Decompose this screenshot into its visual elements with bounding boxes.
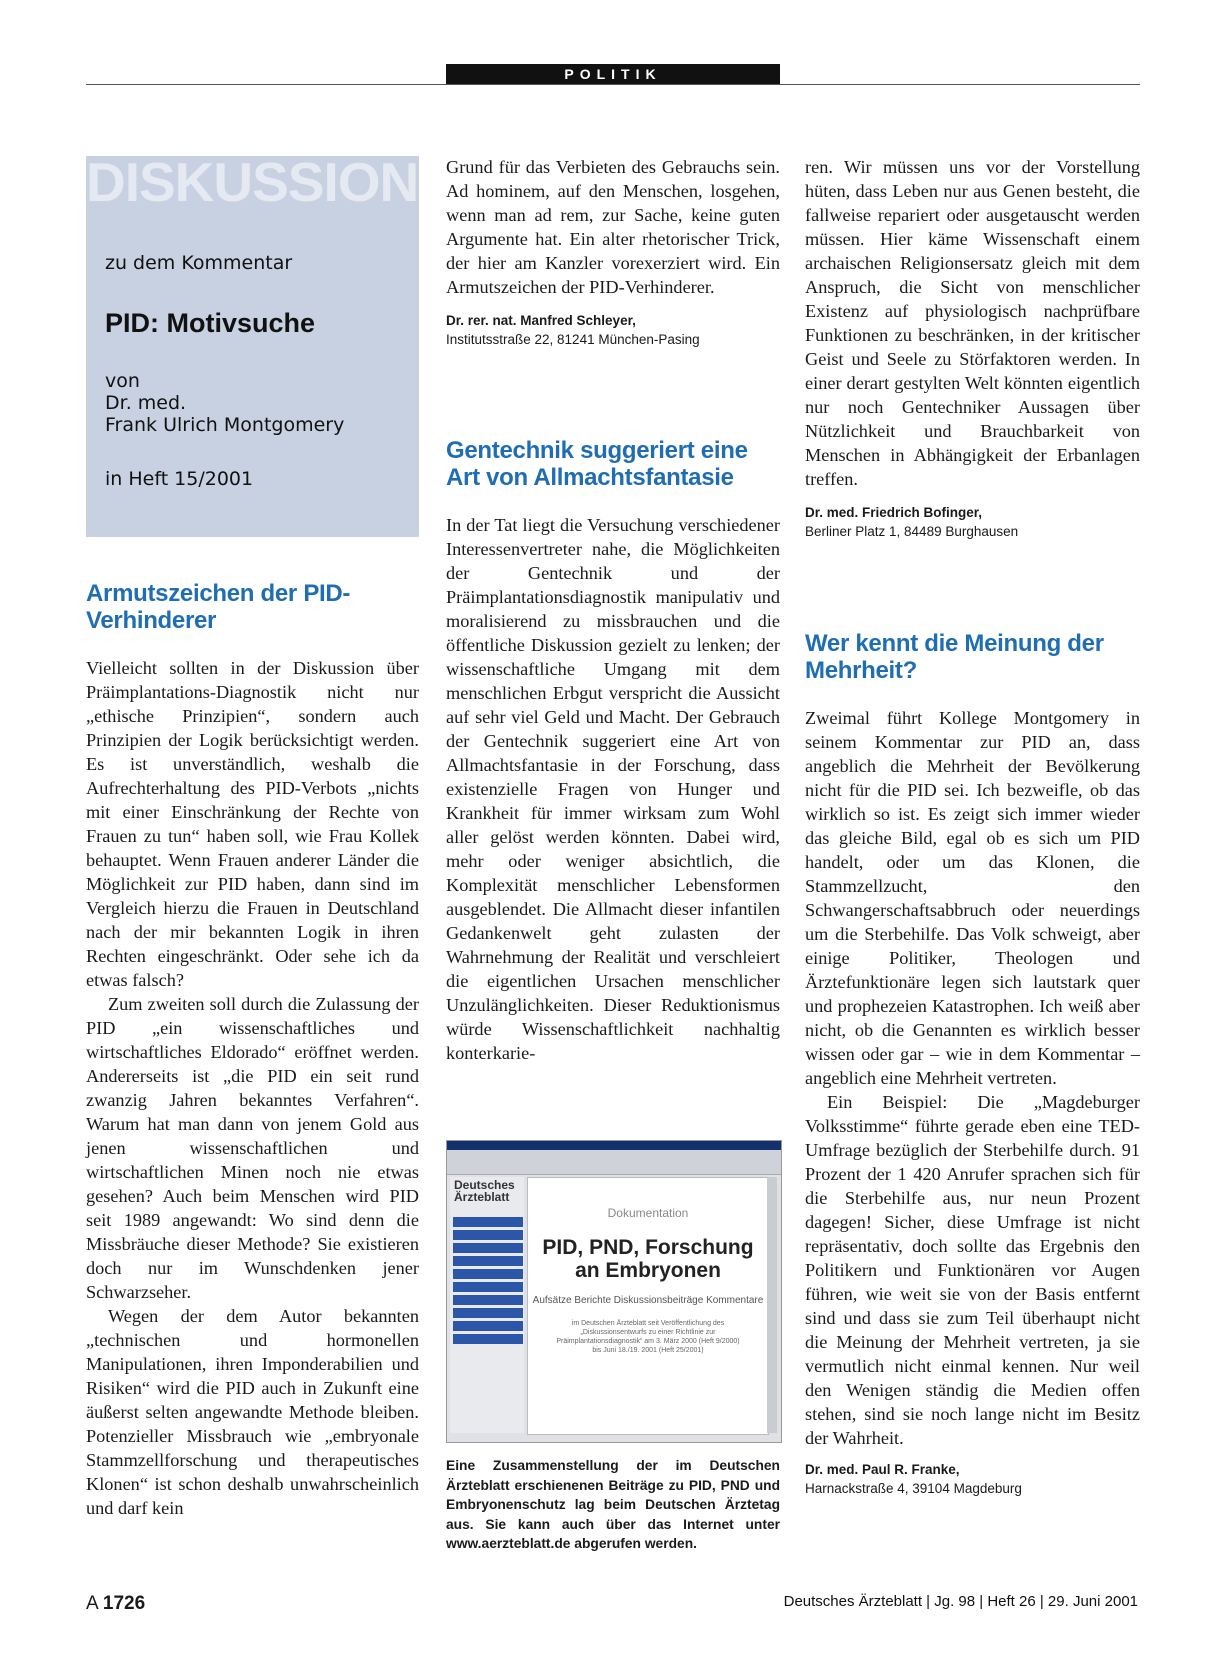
byline-title: Dr. med.: [105, 392, 187, 414]
column-2b: [446, 437, 780, 1065]
top-rule: [86, 84, 1140, 85]
article2-para2: ren. Wir müssen uns vor der Vorstellung hüten, dass Leben nur aus Genen besteht, die fallweise repariert oder ausgetauscht werden müssen. Hier käme Wissenschaft einem archaischen Religionsersatz gleich mit dem Anspruch, die Sicht von menschlicher Existenz auf physiologisch nachprüfbare Funktionen zu beschränken, in der kritischer Geist und Seele zu Störfaktoren werden. In einer derart gestylten Welt könnten eigentlich nur noch Gentechniker Aussagen über Nützlichkeit und Brauchbarkeit von Menschen in Abhängigkeit der Erbanlagen treffen.: [805, 157, 1140, 489]
article2-author: Dr. med. Friedrich Bofinger,: [805, 505, 983, 520]
article2-heading: Gentechnik suggeriert eine Art von Allmachtsfantasie: [446, 437, 748, 491]
article1-address: Institutsstraße 22, 81241 München-Pasing: [446, 332, 700, 347]
discussion-issue: in Heft 15/2001: [105, 468, 254, 490]
article3-para2: Ein Beispiel: Die „Magdeburger Volksstimme“ führte gerade eben eine TED-Umfrage bezüglich der Sterbehilfe durch. 91 Prozent der 1 420 Anrufer sprachen sich für die Sterbehilfe aus, nur neun Prozent dagegen! Sicher, diese Umfrage ist nicht repräsentativ, doch sollte das Ergebnis den Politikern und Funktionären vor Augen führen, wie weit sie von der Basis entfernt sind und dass sie zum Teil überhaupt nicht die Meinung der Mehrheit vertreten, ja sie vermutlich nicht einmal kennen. Nur weil den Wenigen ständig die Medien offen stehen, sind sie noch lange nicht im Besitz der Wahrheit.: [805, 1092, 1140, 1448]
article3-address: Harnackstraße 4, 39104 Magdeburg: [805, 1481, 1022, 1496]
screenshot-label: Dokumentation: [607, 1206, 689, 1220]
byline-name: Frank Ulrich Montgomery: [105, 414, 345, 436]
journal-info: Deutsches Ärzteblatt | Jg. 98 | Heft 26 | 29. Juni 2001: [783, 1593, 1138, 1610]
article3-author: Dr. med. Paul R. Franke,: [805, 1462, 960, 1477]
column-3b: [805, 630, 1140, 1498]
byline-von: von: [105, 370, 140, 392]
article1-heading: Armutszeichen der PID-Verhinderer: [86, 580, 351, 634]
article3-para1: Zweimal führt Kollege Montgomery in seinem Kommentar zur PID an, dass angeblich die Mehrheit der Bevölkerung nicht für die PID sei. Ich bezweifle, ob das wirklich so ist. Es zeigt sich immer wieder das gleiche Bild, egal ob es sich um PID handelt, oder um das Klonen, die Stammzellzucht, den Schwangerschaftsabbruch oder neuerdings um die Sterbehilfe. Das Volk schweigt, aber einige Politiker, Theologen und Ärztefunktionäre legen sich lautstark quer und prophezeien Katastrophen. Ich weiß aber nicht, ob die Genannten es wirklich besser wissen oder gar – wie in dem Kommentar – angeblich eine Mehrheit vertreten.: [805, 708, 1140, 1088]
article1-para4: Grund für das Verbieten des Gebrauchs sein. Ad hominem, auf den Menschen, losgehen, wenn man ad rem, zur Sache, keine guten Argumente hat. Ein alter rhetorischer Trick, der hier am Kanzler vorexerziert wird. Ein Armutszeichen der PID-Verhinderer.: [446, 157, 780, 297]
section-tag: POLITIK: [446, 64, 780, 84]
page-number-value: 1726: [102, 1593, 146, 1614]
discussion-byline: [105, 370, 344, 436]
discussion-box: [86, 151, 419, 537]
article1-para1: Vielleicht sollten in der Diskussion über Präimplantations-Diagnostik nicht nur „ethische Prinzipien“, sondern auch Prinzipien der Logik berücksichtigt werden. Es ist unverständlich, weshalb die Aufrechterhaltung des PID-Verbots „nichts mit einer Einschränkung der Rechte von Frauen zu tun“ haben soll, wie Frau Kollek behauptet. Wenn Frauen anderer Länder die Möglichkeit zur PID haben, dann sind im Vergleich hierzu die Frauen in Deutschland nach der mir bekannten Logik in ihren Rechten eingeschränkt. Oder sehe ich da etwas falsch?: [86, 658, 419, 990]
article3-signature: [805, 1460, 1140, 1498]
article1-signature: [446, 311, 780, 349]
discussion-title: PID: Motivsuche: [105, 308, 316, 338]
screenshot-titlebar: [447, 1141, 781, 1150]
screenshot-toolbar: [447, 1150, 781, 1175]
article2-signature: [805, 503, 1140, 541]
screenshot-nav: [453, 1217, 523, 1347]
article1-para3: Wegen der dem Autor bekannten „technischen und hormonellen Manipulationen, ihren Imponderabilien und Risiken“ wird die PID auch in Zukunft eine äußerst selten angewandte Methode bleiben. Potenzieller Missbrauch wie „embryonale Stammzellforschung und therapeutisches Klonen“ ist schon deshalb unwahrscheinlich und darf kein: [86, 1306, 419, 1518]
screenshot-subtitle: Aufsätze Berichte Diskussionsbeiträge Kommentare: [532, 1295, 764, 1306]
image-caption: Eine Zusammenstellung der im Deutschen Ärzteblatt erschienenen Beiträge zu PID, PND und Embryonenschutz lag beim Deutschen Ärztetag aus. Sie kann auch über das Internet unter www.aerzteblatt.de abgerufen werden.: [446, 1458, 780, 1551]
caption-block: [446, 1456, 780, 1554]
screenshot-sidebar: [450, 1177, 524, 1433]
screenshot-page: [527, 1177, 769, 1435]
article2-address: Berliner Platz 1, 84489 Burghausen: [805, 524, 1019, 539]
screenshot-logo: Deutsches Ärzteblatt: [454, 1178, 515, 1204]
page-prefix: A: [86, 1593, 98, 1614]
discussion-intro: zu dem Kommentar: [105, 252, 293, 274]
screenshot-scrollbar: [767, 1177, 777, 1433]
article1-para2: Zum zweiten soll durch die Zulassung der PID „ein wissenschaftliches und wirtschaftliches Eldorado“ eröffnet werden. Andererseits ist „die PID ein seit rund zwanzig Jahren bekanntes Verfahren“. Warum hat man dann von jenem Gold aus jenen wissenschaftlichen und wirtschaftlichen Minen noch nie etwas gesehen? Auch beim Menschen wird PID seit 1989 angewandt: Wo sind denn die Missbräuche dieser Methode? Sie existieren doch nur im Wunschdenken jener Schwarzseher.: [86, 994, 419, 1302]
column-1: [86, 580, 419, 1520]
article3-heading: Wer kennt die Meinung der Mehrheit?: [805, 630, 1104, 684]
column-3: [805, 155, 1140, 541]
screenshot-smalltext: im Deutschen Ärzteblatt seit Veröffentlichung des „Diskussionsentwurfs zu einer Richtlinie zur Präimplantationsdiagnostik“ am 3. März 2000 (Heft 9/2000) bis Juni 18./19. 2001 (Heft 25/2001): [556, 1320, 740, 1354]
page-number: [86, 1593, 145, 1615]
website-screenshot: [446, 1140, 782, 1443]
column-2: [446, 155, 780, 349]
discussion-watermark: DISKUSSION: [86, 151, 419, 213]
screenshot-title: PID, PND, Forschung an Embryonen: [542, 1236, 754, 1282]
article2-para1: In der Tat liegt die Versuchung verschiedener Interessenvertreter nahe, die Möglichkeiten der Gentechnik und der Präimplantationsdiagnostik manipulativ und moralisierend zu missbrauchen und die öffentliche Diskussion gezielt zu lenken; der wissenschaftliche Umgang mit dem menschlichen Erbgut verspricht die Aussicht auf sehr viel Geld und Macht. Der Gebrauch der Gentechnik suggeriert eine Art von Allmachtsfantasie in der Forschung, dass existenzielle Fragen von Hunger und Krankheit für immer wirksam zum Wohl aller gelöst werden könnten. Dabei wird, mehr oder weniger absichtlich, die Komplexität menschlicher Lebensformen ausgeblendet. Die Allmacht dieser infantilen Gedankenwelt geht zulasten der Wahrnehmung der Realität und verschleiert die eigentlichen Ursachen menschlicher Unzulänglichkeiten. Dieser Reduktionismus würde Wissenschaftlichkeit nachhaltig konterkarie-: [446, 515, 780, 1063]
article1-author: Dr. rer. nat. Manfred Schleyer,: [446, 313, 636, 328]
